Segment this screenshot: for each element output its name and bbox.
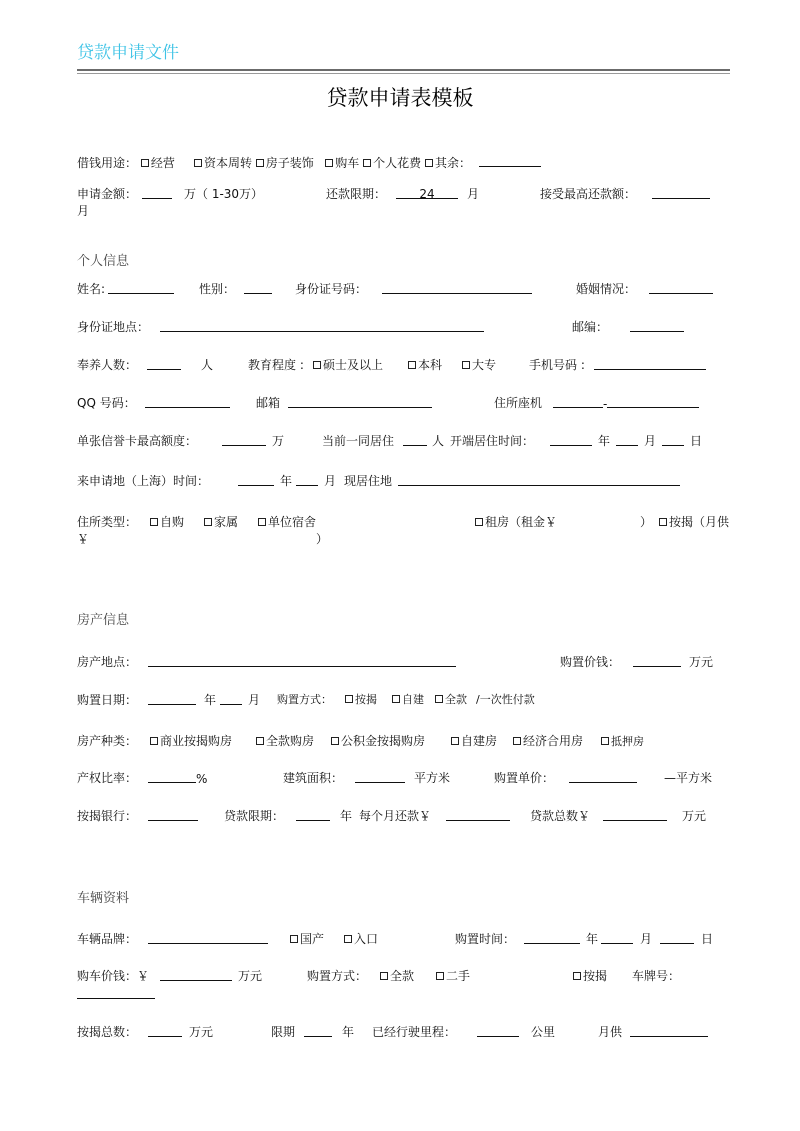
loan-term-field[interactable] [296, 808, 330, 821]
vehicle-monthly-field[interactable] [630, 1024, 708, 1037]
ownership-ratio-field[interactable] [148, 770, 196, 783]
loan-total-unit: 万元 [682, 809, 707, 823]
start-day-unit: 日 [690, 434, 703, 448]
vehicle-month-unit: 月 [640, 932, 653, 946]
id-label: 身份证号码： [295, 282, 368, 296]
vehicle-monthly-label: 月供 [598, 1025, 623, 1039]
start-month-unit: 月 [644, 434, 657, 448]
loan-total-label: 贷款总数￥ [530, 809, 591, 823]
id-address-field[interactable] [160, 319, 484, 332]
arrive-year-unit: 年 [280, 474, 293, 488]
checkbox[interactable] [150, 518, 158, 526]
vehicle-origin-domestic[interactable]: 国产 [290, 931, 324, 947]
checkbox[interactable] [425, 159, 433, 167]
current-address-field[interactable] [398, 473, 680, 486]
landline-separator: - [603, 397, 608, 411]
checkbox[interactable] [573, 972, 581, 980]
area-label: 建筑面积： [283, 771, 344, 785]
checkbox[interactable] [331, 737, 339, 745]
education-option-college[interactable]: 大专 [462, 357, 496, 373]
cohabit-unit: 人 [432, 434, 445, 448]
vehicle-term-unit: 年 [342, 1025, 355, 1039]
section-personal: 个人信息 [77, 254, 130, 269]
term-value: 24 [419, 187, 435, 201]
checkbox[interactable] [258, 518, 266, 526]
document-header: 贷款申请文件 [77, 43, 179, 63]
name-field[interactable] [108, 281, 174, 294]
vehicle-day-field[interactable] [660, 931, 694, 944]
purpose-option-car[interactable]: 购车 [325, 156, 359, 170]
checkbox[interactable] [150, 737, 158, 745]
phone-label: 手机号码 : [529, 358, 585, 372]
arrive-year-field[interactable] [238, 473, 274, 486]
max-repay-unit: 月 [77, 204, 90, 218]
property-method-mortgage[interactable]: 按揭 [345, 692, 377, 708]
vehicle-origin-import[interactable]: 入口 [344, 931, 378, 947]
housing-option-rent[interactable]: 租房（租金￥ [475, 514, 557, 530]
start-day-field[interactable] [662, 433, 684, 446]
term-field[interactable] [396, 186, 458, 199]
start-year-field[interactable] [550, 433, 592, 446]
term-unit: 月 [467, 187, 480, 201]
property-type-affordable[interactable]: 经济合用房 [513, 733, 583, 749]
vehicle-day-unit: 日 [701, 932, 714, 946]
ownership-ratio-unit: % [196, 772, 208, 786]
plate-label: 车牌号： [632, 969, 681, 983]
bank-label: 按揭银行： [77, 809, 138, 823]
vehicle-method-full[interactable]: 全款 [380, 968, 414, 984]
vehicle-loan-total-unit: 万元 [189, 1025, 214, 1039]
checkbox[interactable] [659, 518, 667, 526]
property-type-commercial[interactable]: 商业按揭购房 [150, 733, 232, 749]
education-option-bachelor[interactable]: 本科 [408, 357, 442, 373]
section-vehicle: 车辆资料 [77, 891, 130, 906]
landline-number-field[interactable] [607, 395, 699, 408]
checkbox[interactable] [325, 159, 333, 167]
property-method-extra: /一次性付款 [476, 693, 535, 706]
vehicle-price-unit: 万元 [238, 969, 263, 983]
housing-option-dorm[interactable]: 单位宿舍 [258, 514, 316, 530]
unit-price-label: 购置单价： [494, 771, 555, 785]
property-year-unit: 年 [204, 693, 217, 707]
property-location-field[interactable] [148, 654, 456, 667]
amount-label: 申请金额： [77, 187, 138, 201]
checkbox[interactable] [601, 737, 609, 745]
property-year-field[interactable] [148, 692, 196, 705]
property-price-label: 购置价钱： [560, 655, 621, 669]
rent-close: ） [640, 515, 653, 529]
vehicle-month-field[interactable] [601, 931, 633, 944]
bank-field[interactable] [148, 808, 198, 821]
plate-field[interactable] [77, 986, 155, 999]
mileage-unit: 公里 [531, 1025, 556, 1039]
housing-option-family[interactable]: 家属 [204, 514, 238, 530]
arrive-month-field[interactable] [296, 473, 318, 486]
checkbox[interactable] [290, 935, 298, 943]
purpose-option-capital[interactable]: 资本周转 [194, 156, 252, 170]
property-method-selfbuild[interactable]: 自建 [392, 692, 424, 708]
housing-option-own[interactable]: 自购 [150, 514, 184, 530]
max-repay-label: 接受最高还款额： [540, 187, 637, 201]
start-year-unit: 年 [598, 434, 611, 448]
header-rule [77, 69, 730, 71]
name-label: 姓名: [77, 282, 106, 296]
property-method-label: 购置方式： [277, 693, 332, 706]
education-option-master[interactable]: 硕士及以上 [313, 357, 383, 373]
property-month-field[interactable] [220, 692, 242, 705]
checkbox[interactable] [436, 972, 444, 980]
zip-label: 邮编： [572, 320, 609, 334]
housing-label: 住所类型： [77, 515, 138, 529]
vehicle-price-field[interactable] [160, 968, 232, 981]
cohabit-label: 当前一同居住 [322, 434, 395, 448]
gender-label: 性别： [199, 282, 236, 296]
arrive-label: 来申请地（上海）时间： [77, 474, 210, 488]
marriage-label: 婚姻情况： [576, 282, 637, 296]
monthly-field[interactable] [446, 808, 510, 821]
education-label: 教育程度 : [248, 358, 304, 372]
checkbox[interactable] [141, 159, 149, 167]
dependents-label: 奉养人数： [77, 358, 138, 372]
page-title: 贷款申请表模板 [326, 86, 474, 110]
property-date-label: 购置日期： [77, 693, 138, 707]
zip-field[interactable] [630, 319, 684, 332]
property-type-fullpay[interactable]: 全款购房 [256, 733, 314, 749]
max-repay-field[interactable] [652, 186, 710, 199]
phone-field[interactable] [594, 357, 706, 370]
id-field[interactable] [382, 281, 532, 294]
checkbox[interactable] [344, 935, 352, 943]
property-type-providentfund[interactable]: 公积金按揭购房 [331, 733, 425, 749]
vehicle-time-label: 购置时间： [455, 932, 516, 946]
purpose-option-renovation[interactable]: 房子装饰 [256, 156, 314, 170]
housing-option-mortgage[interactable]: 按揭（月供 [659, 514, 729, 530]
start-label: 开端居住时间： [450, 434, 535, 448]
mileage-field[interactable] [477, 1024, 519, 1037]
purpose-other-field[interactable] [479, 154, 541, 167]
id-address-label: 身份证地点： [77, 320, 150, 334]
property-price-field[interactable] [633, 654, 681, 667]
area-field[interactable] [355, 770, 405, 783]
loan-term-label: 贷款限期： [224, 809, 285, 823]
checkbox[interactable] [363, 159, 371, 167]
gender-field[interactable] [244, 281, 272, 294]
purpose-option-business[interactable]: 经营 [141, 156, 175, 170]
email-label: 邮箱 [256, 396, 281, 410]
vehicle-method-used[interactable]: 二手 [436, 968, 470, 984]
arrive-month-unit: 月 [324, 474, 337, 488]
monthly-label: 每个月还款￥ [359, 809, 432, 823]
checkbox[interactable] [451, 737, 459, 745]
vehicle-brand-field[interactable] [148, 931, 268, 944]
section-property: 房产信息 [77, 613, 130, 628]
checkbox[interactable] [475, 518, 483, 526]
vehicle-brand-label: 车辆品牌： [77, 932, 138, 946]
checkbox[interactable] [204, 518, 212, 526]
landline-area-field[interactable] [553, 395, 603, 408]
dependents-field[interactable] [147, 357, 181, 370]
credit-label: 单张信誉卡最高额度： [77, 434, 198, 448]
email-field[interactable] [288, 395, 432, 408]
qq-label: QQ 号码： [77, 396, 136, 410]
purpose-option-personal[interactable]: 个人花费 [363, 156, 421, 170]
vehicle-year-unit: 年 [586, 932, 599, 946]
loan-total-field[interactable] [603, 808, 667, 821]
header-rule-thin [77, 73, 730, 74]
landline-label: 住所座机 [494, 396, 543, 410]
area-unit: 平方米 [414, 771, 451, 785]
purpose-row [77, 154, 541, 171]
amount-unit: 万（ 1-30万） [184, 187, 264, 201]
loan-term-unit: 年 [340, 809, 353, 823]
amount-field[interactable] [142, 186, 172, 199]
checkbox[interactable] [392, 695, 400, 703]
unit-price-unit: —平方米 [664, 771, 713, 785]
term-label: 还款限期： [326, 187, 387, 201]
checkbox[interactable] [408, 361, 416, 369]
vehicle-method-mortgage[interactable]: 按揭 [573, 968, 607, 984]
mortgage-close: ） [316, 532, 329, 546]
property-type-collateral[interactable]: 抵押房 [601, 734, 644, 750]
property-type-selfbuilt[interactable]: 自建房 [451, 733, 497, 749]
checkbox[interactable] [462, 361, 470, 369]
current-address-label: 现居住地 [344, 474, 393, 488]
vehicle-term-field[interactable] [304, 1024, 332, 1037]
purpose-label: 借钱用途： [77, 156, 138, 170]
vehicle-year-field[interactable] [524, 931, 580, 944]
unit-price-field[interactable] [569, 770, 637, 783]
vehicle-method-label: 购置方式： [307, 969, 368, 983]
vehicle-loan-total-field[interactable] [148, 1024, 182, 1037]
property-location-label: 房产地点： [77, 655, 138, 669]
mortgage-yen: ￥ [77, 532, 90, 546]
checkbox[interactable] [256, 737, 264, 745]
checkbox[interactable] [435, 695, 443, 703]
mileage-label: 已经行驶里程： [372, 1025, 457, 1039]
start-month-field[interactable] [616, 433, 638, 446]
property-price-unit: 万元 [689, 655, 714, 669]
credit-field[interactable] [222, 433, 266, 446]
checkbox[interactable] [513, 737, 521, 745]
vehicle-price-label: 购车价钱：￥ [77, 969, 150, 983]
cohabit-field[interactable] [403, 433, 427, 446]
checkbox[interactable] [313, 361, 321, 369]
checkbox[interactable] [256, 159, 264, 167]
property-type-label: 房产种类： [77, 734, 138, 748]
vehicle-loan-total-label: 按揭总数： [77, 1025, 138, 1039]
property-month-unit: 月 [248, 693, 261, 707]
credit-unit: 万 [272, 434, 285, 448]
purpose-option-other[interactable]: 其余： [425, 156, 471, 170]
dependents-unit: 人 [201, 358, 214, 372]
checkbox[interactable] [345, 695, 353, 703]
vehicle-term-label: 限期 [271, 1025, 296, 1039]
checkbox[interactable] [194, 159, 202, 167]
ownership-ratio-label: 产权比率： [77, 771, 138, 785]
property-method-full[interactable]: 全款 [435, 692, 467, 708]
qq-field[interactable] [145, 395, 230, 408]
marriage-field[interactable] [649, 281, 713, 294]
checkbox[interactable] [380, 972, 388, 980]
